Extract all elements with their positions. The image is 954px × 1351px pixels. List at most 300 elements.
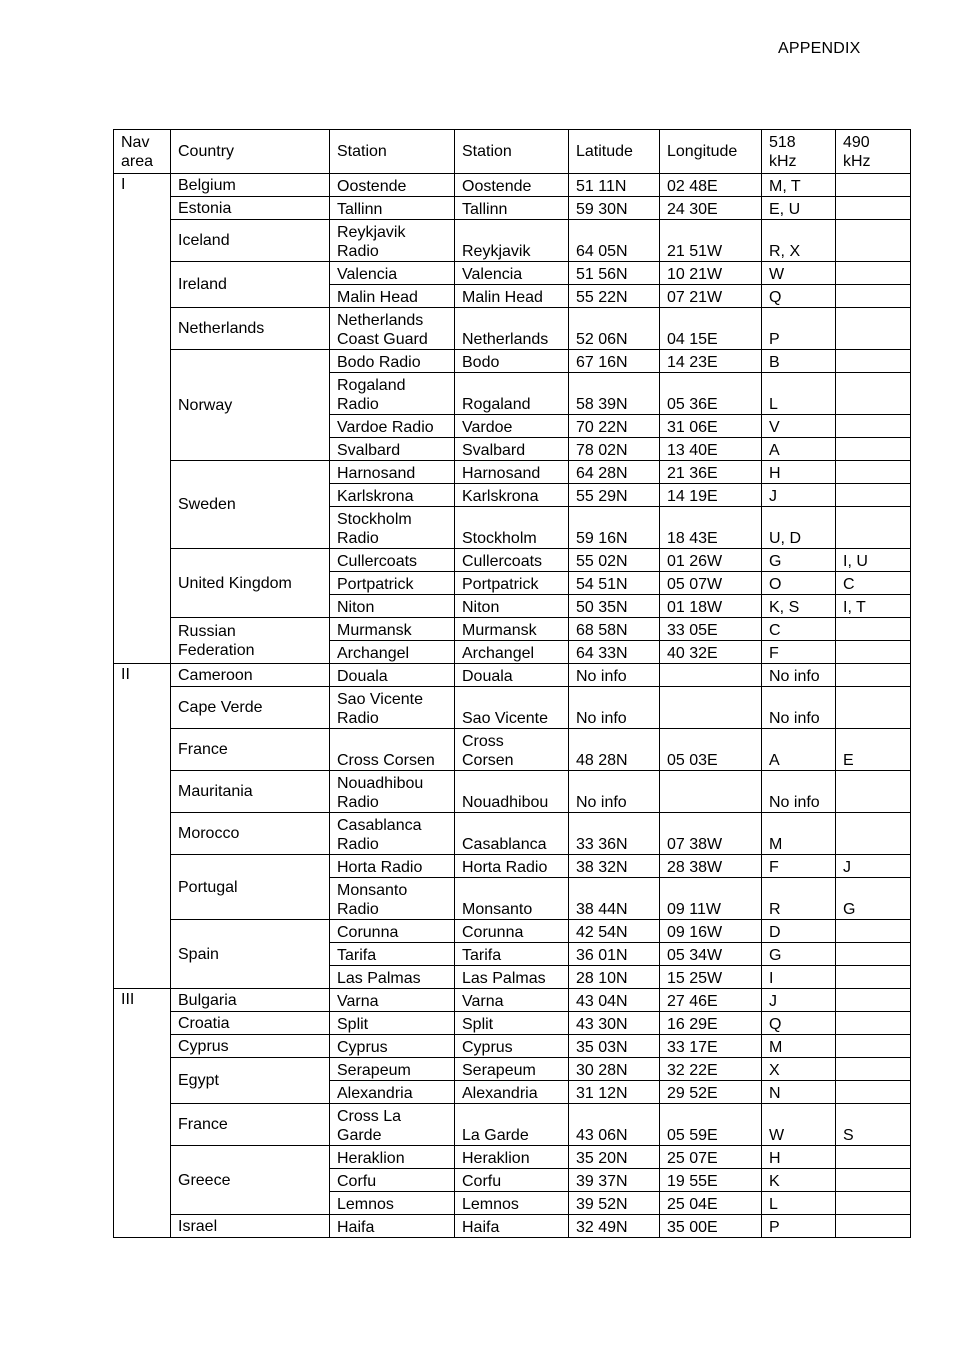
header-nav-area bbox=[114, 130, 171, 174]
cell-text-line: Bodo Radio bbox=[337, 354, 421, 371]
cell-text-line: Portpatrick bbox=[462, 576, 539, 593]
cell-text-line: Oostende bbox=[337, 178, 407, 195]
cell-text-line: Cape Verde bbox=[178, 699, 263, 716]
station-location-cell bbox=[455, 1104, 569, 1146]
cell-text-line: Haifa bbox=[462, 1219, 500, 1236]
station-cell bbox=[330, 1012, 455, 1035]
cell-text-line: Netherlands bbox=[178, 320, 265, 337]
longitude-cell: 07 38W bbox=[660, 813, 762, 855]
latitude-cell: 28 10N bbox=[569, 966, 660, 989]
station-location-cell bbox=[455, 507, 569, 549]
khz-490-cell bbox=[836, 373, 911, 415]
longitude-cell: 13 40E bbox=[660, 438, 762, 461]
cell-text-line: Lemnos bbox=[337, 1196, 394, 1213]
longitude-cell: 18 43E bbox=[660, 507, 762, 549]
khz-490-cell bbox=[836, 943, 911, 966]
cell-text-line: Corfu bbox=[337, 1173, 377, 1190]
khz-518-cell: O bbox=[762, 572, 836, 595]
khz-490-cell: I, U bbox=[836, 549, 911, 572]
khz-518-cell: R, X bbox=[762, 220, 836, 262]
station-cell bbox=[330, 771, 455, 813]
longitude-cell: 31 06E bbox=[660, 415, 762, 438]
table-row bbox=[114, 989, 911, 1012]
cell-text-line: Cross bbox=[462, 733, 504, 750]
cell-text-line: Cullercoats bbox=[337, 553, 418, 570]
latitude-cell: 36 01N bbox=[569, 943, 660, 966]
khz-518-cell: C bbox=[762, 618, 836, 641]
cell-text-line: Longitude bbox=[667, 143, 738, 160]
latitude-cell: 43 06N bbox=[569, 1104, 660, 1146]
table-row bbox=[114, 1104, 911, 1146]
station-cell bbox=[330, 373, 455, 415]
longitude-cell bbox=[660, 664, 762, 687]
cell-text-line: Cross La bbox=[337, 1108, 402, 1125]
cell-text-line: Ireland bbox=[178, 276, 227, 293]
khz-518-cell: M bbox=[762, 813, 836, 855]
station-location-cell bbox=[455, 415, 569, 438]
header-station bbox=[330, 130, 455, 174]
cell-text-line: Cyprus bbox=[337, 1039, 388, 1056]
khz-518-cell: J bbox=[762, 989, 836, 1012]
station-cell bbox=[330, 1035, 455, 1058]
longitude-cell: 02 48E bbox=[660, 174, 762, 197]
khz-490-cell bbox=[836, 507, 911, 549]
latitude-cell: 59 16N bbox=[569, 507, 660, 549]
cell-text-line: Tallinn bbox=[462, 201, 508, 218]
khz-490-cell bbox=[836, 1081, 911, 1104]
cell-text-line: Corunna bbox=[462, 924, 524, 941]
cell-text-line: Sao Vicente bbox=[462, 710, 548, 727]
station-cell bbox=[330, 920, 455, 943]
khz-490-cell: E bbox=[836, 729, 911, 771]
longitude-cell: 01 26W bbox=[660, 549, 762, 572]
longitude-cell: 05 36E bbox=[660, 373, 762, 415]
longitude-cell: 16 29E bbox=[660, 1012, 762, 1035]
station-location-cell bbox=[455, 220, 569, 262]
cell-text-line: Vardoe Radio bbox=[337, 419, 434, 436]
cell-text-line: Malin Head bbox=[337, 289, 418, 306]
cell-text-line: Valencia bbox=[337, 266, 398, 283]
table-row bbox=[114, 1215, 911, 1238]
table-row bbox=[114, 220, 911, 262]
khz-518-cell: P bbox=[762, 308, 836, 350]
cell-text-line: Monsanto bbox=[337, 882, 408, 899]
khz-490-cell bbox=[836, 920, 911, 943]
cell-text-line: Casablanca bbox=[462, 836, 547, 853]
cell-text-line: Greece bbox=[178, 1171, 231, 1189]
station-location-cell bbox=[455, 1012, 569, 1035]
station-cell bbox=[330, 1169, 455, 1192]
latitude-cell: 38 32N bbox=[569, 855, 660, 878]
station-location-cell bbox=[455, 813, 569, 855]
country-cell bbox=[171, 771, 330, 813]
cell-text-line: Svalbard bbox=[462, 442, 526, 459]
cell-text-line: 518 bbox=[769, 133, 796, 151]
cell-text-line: Niton bbox=[462, 599, 500, 616]
page-header: APPENDIX bbox=[778, 40, 861, 57]
latitude-cell: 38 44N bbox=[569, 878, 660, 920]
table-row bbox=[114, 618, 911, 641]
khz-490-cell: S bbox=[836, 1104, 911, 1146]
cell-text-line: Egypt bbox=[178, 1072, 219, 1089]
cell-text-line: Cyprus bbox=[178, 1037, 229, 1055]
cell-text-line: Serapeum bbox=[337, 1062, 411, 1079]
cell-text-line: Nav bbox=[121, 133, 150, 151]
cell-text-line: Archangel bbox=[337, 645, 410, 662]
station-cell bbox=[330, 687, 455, 729]
cell-text-line: Varna bbox=[337, 993, 379, 1010]
station-location-cell bbox=[455, 989, 569, 1012]
khz-490-cell: I, T bbox=[836, 595, 911, 618]
cell-text-line: Stockholm bbox=[337, 511, 412, 528]
station-location-cell bbox=[455, 1058, 569, 1081]
table-row bbox=[114, 197, 911, 220]
longitude-cell: 28 38W bbox=[660, 855, 762, 878]
cell-text-line: Coast Guard bbox=[337, 331, 428, 348]
cell-text-line: Split bbox=[462, 1016, 494, 1033]
station-cell bbox=[330, 878, 455, 920]
khz-518-cell: F bbox=[762, 641, 836, 664]
cell-text-line: Radio bbox=[337, 901, 379, 918]
khz-490-cell bbox=[836, 174, 911, 197]
cell-text-line: Horta Radio bbox=[462, 859, 548, 876]
station-cell bbox=[330, 664, 455, 687]
cell-text-line: Country bbox=[178, 143, 235, 160]
country-cell bbox=[171, 664, 330, 687]
latitude-cell: 30 28N bbox=[569, 1058, 660, 1081]
khz-490-cell bbox=[836, 1215, 911, 1238]
longitude-cell: 35 00E bbox=[660, 1215, 762, 1238]
station-location-cell bbox=[455, 1169, 569, 1192]
station-location-cell bbox=[455, 687, 569, 729]
khz-518-cell: H bbox=[762, 1146, 836, 1169]
station-location-cell bbox=[455, 943, 569, 966]
station-location-cell bbox=[455, 1215, 569, 1238]
khz-518-cell: G bbox=[762, 943, 836, 966]
khz-490-cell bbox=[836, 484, 911, 507]
country-cell bbox=[171, 1058, 330, 1104]
latitude-cell: 39 37N bbox=[569, 1169, 660, 1192]
latitude-cell: No info bbox=[569, 771, 660, 813]
station-location-cell bbox=[455, 262, 569, 285]
nav-area-cell: II bbox=[114, 664, 171, 989]
cell-text-line: Murmansk bbox=[462, 622, 537, 639]
station-cell bbox=[330, 262, 455, 285]
longitude-cell: 01 18W bbox=[660, 595, 762, 618]
longitude-cell: 09 11W bbox=[660, 878, 762, 920]
khz-490-cell: J bbox=[836, 855, 911, 878]
khz-490-cell bbox=[836, 664, 911, 687]
cell-text-line: Reykjavik bbox=[337, 224, 406, 241]
cell-text-line: Cyprus bbox=[462, 1039, 513, 1056]
station-location-cell bbox=[455, 664, 569, 687]
country-cell bbox=[171, 262, 330, 308]
longitude-cell: 29 52E bbox=[660, 1081, 762, 1104]
khz-490-cell bbox=[836, 771, 911, 813]
latitude-cell: 67 16N bbox=[569, 350, 660, 373]
station-location-cell bbox=[455, 855, 569, 878]
header-row bbox=[114, 130, 911, 174]
cell-text-line: Alexandria bbox=[462, 1085, 538, 1102]
cell-text-line: Nouadhibou bbox=[462, 794, 549, 811]
station-location-cell bbox=[455, 285, 569, 308]
country-cell bbox=[171, 989, 330, 1012]
longitude-cell: 27 46E bbox=[660, 989, 762, 1012]
khz-518-cell: M, T bbox=[762, 174, 836, 197]
nav-area-cell: I bbox=[114, 174, 171, 664]
station-location-cell bbox=[455, 438, 569, 461]
station-cell bbox=[330, 1146, 455, 1169]
khz-490-cell bbox=[836, 1058, 911, 1081]
khz-490-cell bbox=[836, 1192, 911, 1215]
station-location-cell bbox=[455, 966, 569, 989]
table-row bbox=[114, 1146, 911, 1169]
longitude-cell bbox=[660, 771, 762, 813]
longitude-cell: 15 25W bbox=[660, 966, 762, 989]
cell-text-line: Station bbox=[337, 143, 387, 160]
table-row bbox=[114, 174, 911, 197]
cell-text-line: Niton bbox=[337, 599, 375, 616]
khz-490-cell bbox=[836, 989, 911, 1012]
station-location-cell bbox=[455, 572, 569, 595]
country-cell bbox=[171, 220, 330, 262]
station-location-cell bbox=[455, 878, 569, 920]
khz-490-cell bbox=[836, 1012, 911, 1035]
cell-text-line: Radio bbox=[337, 836, 379, 853]
khz-490-cell bbox=[836, 262, 911, 285]
station-cell bbox=[330, 220, 455, 262]
longitude-cell: 14 19E bbox=[660, 484, 762, 507]
country-cell bbox=[171, 855, 330, 920]
longitude-cell: 10 21W bbox=[660, 262, 762, 285]
latitude-cell: 64 33N bbox=[569, 641, 660, 664]
cell-text-line: Tallinn bbox=[337, 201, 383, 218]
longitude-cell: 14 23E bbox=[660, 350, 762, 373]
station-cell bbox=[330, 197, 455, 220]
station-cell bbox=[330, 549, 455, 572]
longitude-cell: 40 32E bbox=[660, 641, 762, 664]
header-station-2 bbox=[455, 130, 569, 174]
longitude-cell: 21 36E bbox=[660, 461, 762, 484]
cell-text-line: Split bbox=[337, 1016, 369, 1033]
cell-text-line: Estonia bbox=[178, 199, 232, 217]
station-location-cell bbox=[455, 1192, 569, 1215]
cell-text-line: Vardoe bbox=[462, 419, 513, 436]
cell-text-line: Heraklion bbox=[337, 1150, 405, 1167]
station-cell bbox=[330, 943, 455, 966]
station-cell bbox=[330, 595, 455, 618]
cell-text-line: Reykjavik bbox=[462, 243, 531, 260]
khz-490-cell bbox=[836, 350, 911, 373]
latitude-cell: 32 49N bbox=[569, 1215, 660, 1238]
cell-text-line: Casablanca bbox=[337, 817, 422, 834]
khz-490-cell bbox=[836, 308, 911, 350]
station-location-cell bbox=[455, 484, 569, 507]
cell-text-line: Portugal bbox=[178, 878, 238, 896]
cell-text-line: Bulgaria bbox=[178, 991, 237, 1009]
latitude-cell: 55 29N bbox=[569, 484, 660, 507]
cell-text-line: Douala bbox=[462, 668, 513, 685]
station-cell bbox=[330, 966, 455, 989]
table-row bbox=[114, 350, 911, 373]
cell-text-line: Norway bbox=[178, 396, 233, 414]
latitude-cell: 39 52N bbox=[569, 1192, 660, 1215]
longitude-cell: 05 03E bbox=[660, 729, 762, 771]
cell-text-line: Tarifa bbox=[337, 947, 377, 964]
country-cell bbox=[171, 174, 330, 197]
khz-490-cell bbox=[836, 966, 911, 989]
khz-518-cell: I bbox=[762, 966, 836, 989]
country-cell bbox=[171, 920, 330, 989]
cell-text-line: Valencia bbox=[462, 266, 523, 283]
cell-text-line: La Garde bbox=[462, 1127, 529, 1144]
table-body bbox=[114, 174, 911, 1238]
header-country bbox=[171, 130, 330, 174]
khz-490-cell bbox=[836, 415, 911, 438]
cell-text-line: Latitude bbox=[576, 143, 633, 160]
latitude-cell: 43 30N bbox=[569, 1012, 660, 1035]
station-location-cell bbox=[455, 618, 569, 641]
header-latitude bbox=[569, 130, 660, 174]
station-cell bbox=[330, 1081, 455, 1104]
khz-490-cell: G bbox=[836, 878, 911, 920]
khz-490-cell bbox=[836, 285, 911, 308]
country-cell bbox=[171, 549, 330, 618]
khz-518-cell: No info bbox=[762, 771, 836, 813]
station-location-cell bbox=[455, 197, 569, 220]
cell-text-line: Las Palmas bbox=[462, 970, 546, 987]
cell-text-line: Radio bbox=[337, 794, 379, 811]
khz-518-cell: W bbox=[762, 262, 836, 285]
cell-text-line: Netherlands bbox=[462, 331, 549, 348]
longitude-cell: 32 22E bbox=[660, 1058, 762, 1081]
cell-text-line: kHz bbox=[769, 152, 797, 170]
cell-text-line: Croatia bbox=[178, 1014, 230, 1032]
cell-text-line: Tarifa bbox=[462, 947, 502, 964]
country-cell bbox=[171, 1035, 330, 1058]
latitude-cell: 43 04N bbox=[569, 989, 660, 1012]
header-490-khz bbox=[836, 130, 911, 174]
station-cell bbox=[330, 285, 455, 308]
country-cell bbox=[171, 350, 330, 461]
cell-text-line: Archangel bbox=[462, 645, 535, 662]
station-cell bbox=[330, 572, 455, 595]
table-row bbox=[114, 687, 911, 729]
khz-518-cell: K, S bbox=[762, 595, 836, 618]
country-cell bbox=[171, 687, 330, 729]
station-location-cell bbox=[455, 350, 569, 373]
khz-490-cell: C bbox=[836, 572, 911, 595]
station-location-cell bbox=[455, 1146, 569, 1169]
cell-text-line: area bbox=[121, 152, 154, 170]
longitude-cell: 07 21W bbox=[660, 285, 762, 308]
cell-text-line: Belgium bbox=[178, 176, 236, 194]
country-cell bbox=[171, 1215, 330, 1238]
longitude-cell: 05 34W bbox=[660, 943, 762, 966]
latitude-cell: 78 02N bbox=[569, 438, 660, 461]
cell-text-line: Murmansk bbox=[337, 622, 412, 639]
cell-text-line: Douala bbox=[337, 668, 388, 685]
station-cell bbox=[330, 855, 455, 878]
station-cell bbox=[330, 641, 455, 664]
latitude-cell: 68 58N bbox=[569, 618, 660, 641]
cell-text-line: Serapeum bbox=[462, 1062, 536, 1079]
station-location-cell bbox=[455, 1081, 569, 1104]
latitude-cell: No info bbox=[569, 664, 660, 687]
cell-text-line: Lemnos bbox=[462, 1196, 519, 1213]
cell-text-line: Station bbox=[462, 143, 512, 160]
station-location-cell bbox=[455, 174, 569, 197]
station-location-cell bbox=[455, 308, 569, 350]
table-row bbox=[114, 729, 911, 771]
khz-490-cell bbox=[836, 438, 911, 461]
latitude-cell: 70 22N bbox=[569, 415, 660, 438]
country-cell bbox=[171, 461, 330, 549]
khz-490-cell bbox=[836, 687, 911, 729]
station-location-cell bbox=[455, 595, 569, 618]
station-cell bbox=[330, 174, 455, 197]
cell-text-line: kHz bbox=[843, 152, 871, 170]
latitude-cell: 64 05N bbox=[569, 220, 660, 262]
cell-text-line: 490 bbox=[843, 133, 870, 151]
khz-490-cell bbox=[836, 197, 911, 220]
cell-text-line: Harnosand bbox=[462, 465, 541, 482]
cell-text-line: Varna bbox=[462, 993, 504, 1010]
latitude-cell: 51 56N bbox=[569, 262, 660, 285]
khz-518-cell: N bbox=[762, 1081, 836, 1104]
cell-text-line: Iceland bbox=[178, 232, 230, 249]
station-cell bbox=[330, 484, 455, 507]
table-row bbox=[114, 1012, 911, 1035]
khz-518-cell: G bbox=[762, 549, 836, 572]
cell-text-line: Haifa bbox=[337, 1219, 375, 1236]
station-cell bbox=[330, 1058, 455, 1081]
latitude-cell: 52 06N bbox=[569, 308, 660, 350]
khz-490-cell bbox=[836, 1169, 911, 1192]
longitude-cell: 33 17E bbox=[660, 1035, 762, 1058]
nav-area-cell: III bbox=[114, 989, 171, 1238]
khz-518-cell: B bbox=[762, 350, 836, 373]
khz-490-cell bbox=[836, 641, 911, 664]
cell-text-line: Israel bbox=[178, 1217, 218, 1235]
table-row bbox=[114, 855, 911, 878]
table-row bbox=[114, 664, 911, 687]
cell-text-line: Corunna bbox=[337, 924, 399, 941]
latitude-cell: 51 11N bbox=[569, 174, 660, 197]
khz-518-cell: X bbox=[762, 1058, 836, 1081]
khz-518-cell: D bbox=[762, 920, 836, 943]
cell-text-line: France bbox=[178, 1116, 228, 1133]
cell-text-line: Las Palmas bbox=[337, 970, 421, 987]
station-cell bbox=[330, 618, 455, 641]
khz-518-cell: U, D bbox=[762, 507, 836, 549]
cell-text-line: Morocco bbox=[178, 825, 240, 842]
table-row bbox=[114, 771, 911, 813]
cell-text-line: Rogaland bbox=[337, 377, 406, 394]
cell-text-line: Netherlands bbox=[337, 312, 424, 329]
latitude-cell: 35 03N bbox=[569, 1035, 660, 1058]
cell-text-line: Malin Head bbox=[462, 289, 543, 306]
cell-text-line: Heraklion bbox=[462, 1150, 530, 1167]
latitude-cell: 64 28N bbox=[569, 461, 660, 484]
khz-518-cell: M bbox=[762, 1035, 836, 1058]
khz-518-cell: W bbox=[762, 1104, 836, 1146]
navtex-station-table bbox=[113, 129, 911, 1238]
longitude-cell: 25 04E bbox=[660, 1192, 762, 1215]
cell-text-line: Spain bbox=[178, 945, 219, 963]
longitude-cell: 05 07W bbox=[660, 572, 762, 595]
cell-text-line: Mauritania bbox=[178, 783, 253, 800]
